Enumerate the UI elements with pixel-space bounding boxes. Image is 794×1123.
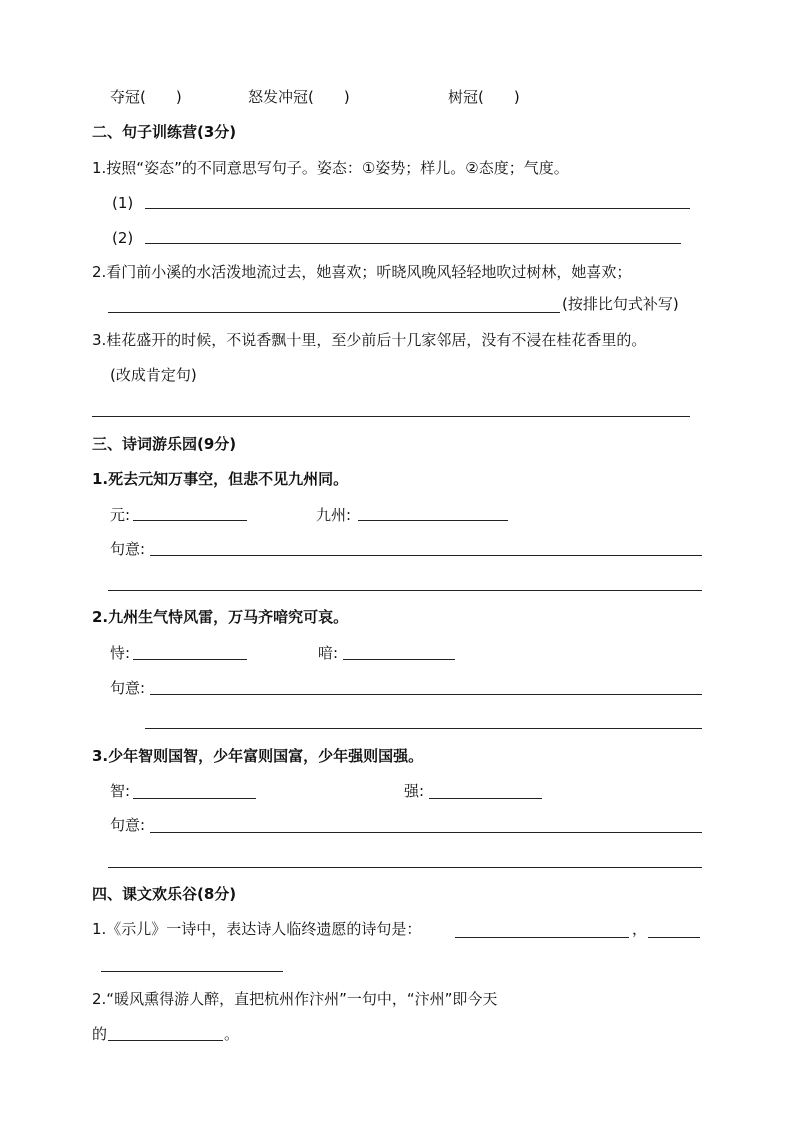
- s3-p3-word1-label: 智:: [110, 782, 131, 800]
- s4-q2-prefix: 的: [92, 1025, 108, 1043]
- s4-q1-comma: ，: [632, 920, 648, 938]
- s3-poem2: 2.九州生气恃风雷，万马齐喑究可哀。: [92, 608, 349, 626]
- s4-q2-answer-line[interactable]: [108, 1040, 223, 1041]
- s3-p3-word2-line[interactable]: [429, 798, 542, 799]
- s2-q3-answer-line[interactable]: [92, 416, 690, 417]
- s3-p1-meaning-line1[interactable]: [150, 555, 702, 556]
- word-duoguan: 夺冠( ): [110, 88, 182, 106]
- word-nufachongguan: 怒发冲冠( ): [248, 88, 350, 106]
- s3-p1-word2-label: 九州:: [316, 506, 352, 524]
- s3-p2-word2-line[interactable]: [343, 659, 455, 660]
- s2-q1-sub2-answer-line[interactable]: [145, 243, 681, 244]
- s2-q2-text: 2.看门前小溪的水活泼地流过去，她喜欢；听晓风晚风轻轻地吹过树林，她喜欢；: [92, 263, 632, 281]
- s4-q1-text: 1.《示儿》一诗中，表达诗人临终遗愿的诗句是：: [92, 920, 422, 938]
- s3-p2-word1-label: 恃:: [110, 644, 131, 662]
- s2-q1-sub1-label: (1): [112, 194, 134, 212]
- s4-q1-answer-line2[interactable]: [648, 937, 700, 938]
- s3-p3-word1-line[interactable]: [133, 798, 256, 799]
- s3-p1-word1-line[interactable]: [133, 520, 247, 521]
- s3-p3-meaning-label: 句意:: [110, 816, 146, 834]
- s3-p1-meaning-line2[interactable]: [108, 590, 702, 591]
- s4-q1-answer-line1[interactable]: [455, 937, 629, 938]
- section4-title: 四、课文欢乐谷(8分): [92, 885, 237, 903]
- s2-q1-text: 1.按照“姿态”的不同意思写句子。姿态：①姿势；样儿。②态度；气度。: [92, 159, 569, 177]
- s2-q1-sub2-label: (2): [112, 229, 134, 247]
- s3-poem3: 3.少年智则国智，少年富则国富，少年强则国强。: [92, 747, 424, 765]
- s3-p1-word1-label: 元:: [110, 506, 131, 524]
- s3-p3-meaning-line2[interactable]: [108, 867, 702, 868]
- s3-poem1: 1.死去元知万事空，但悲不见九州同。: [92, 470, 349, 488]
- s3-p2-meaning-line2[interactable]: [145, 728, 702, 729]
- s4-q2-end: 。: [224, 1025, 240, 1043]
- s2-q3-text: 3.桂花盛开的时候，不说香飘十里，至少前后十几家邻居，没有不浸在桂花香里的。: [92, 331, 647, 349]
- s4-q1-answer-line3[interactable]: [101, 971, 283, 972]
- word-shuguan: 树冠( ): [448, 88, 520, 106]
- s3-p3-meaning-line1[interactable]: [150, 832, 702, 833]
- s3-p2-word1-line[interactable]: [133, 659, 247, 660]
- section3-title: 三、诗词游乐园(9分): [92, 435, 237, 453]
- s3-p3-word2-label: 强:: [404, 782, 425, 800]
- s3-p1-meaning-label: 句意:: [110, 540, 146, 558]
- s2-q2-hint: (按排比句式补写): [562, 295, 679, 313]
- s2-q1-sub1-answer-line[interactable]: [145, 208, 690, 209]
- s4-q2-text: 2.“暖风熏得游人醉，直把杭州作汴州”一句中，“汴州”即今天: [92, 990, 498, 1008]
- section2-title: 二、句子训练营(3分): [92, 123, 237, 141]
- s3-p2-meaning-line1[interactable]: [150, 694, 702, 695]
- s2-q3-hint: (改成肯定句): [110, 366, 197, 384]
- s3-p2-word2-label: 喑:: [318, 644, 339, 662]
- s2-q2-answer-line[interactable]: [108, 312, 560, 313]
- s3-p2-meaning-label: 句意:: [110, 679, 146, 697]
- s3-p1-word2-line[interactable]: [358, 520, 508, 521]
